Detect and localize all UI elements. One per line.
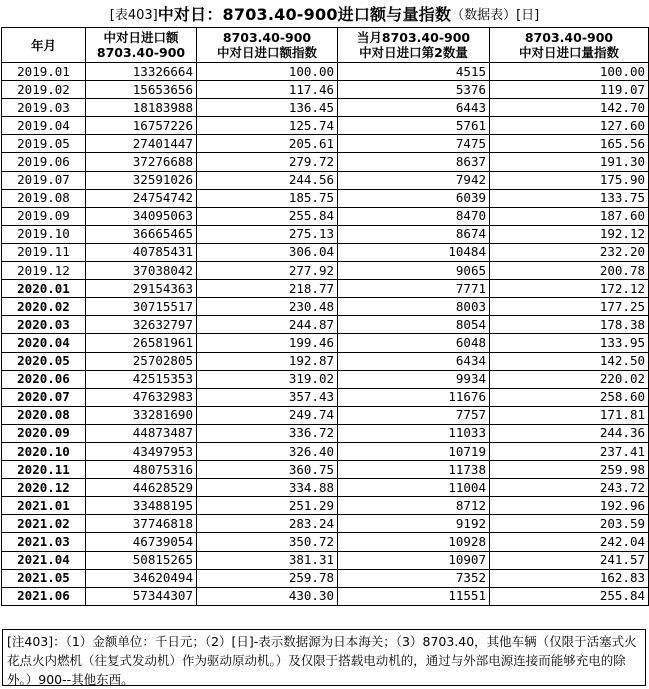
page-title: [0, 0, 649, 26]
cell-month: 2020.07: [2, 388, 86, 406]
table-row: [2, 442, 649, 460]
cell-import-amount: 42515353: [86, 370, 197, 388]
table-row: [2, 280, 649, 298]
cell-month: 2021.04: [2, 551, 86, 569]
table-row: [2, 515, 649, 533]
cell-month: 2021.05: [2, 569, 86, 587]
cell-quantity: 10719: [338, 442, 490, 460]
cell-quantity-index: 203.59: [490, 515, 649, 533]
cell-month: 2019.09: [2, 207, 86, 225]
cell-amount-index: 279.72: [197, 153, 338, 171]
cell-quantity: 8470: [338, 207, 490, 225]
title-subtitle: （数据表）: [451, 7, 517, 23]
cell-quantity-index: 237.41: [490, 442, 649, 460]
cell-import-amount: 15653656: [86, 81, 197, 99]
table-number: [表403]: [109, 7, 158, 23]
cell-quantity: 9065: [338, 262, 490, 280]
header-import-amount: 中对日进口额 8703.40-900: [86, 28, 197, 63]
cell-quantity: 11738: [338, 461, 490, 479]
table-row: [2, 81, 649, 99]
cell-quantity-index: 133.95: [490, 334, 649, 352]
table-row: [2, 225, 649, 243]
table-row: [2, 370, 649, 388]
cell-import-amount: 33488195: [86, 497, 197, 515]
table-row: [2, 207, 649, 225]
table-row: [2, 388, 649, 406]
cell-import-amount: 30715517: [86, 298, 197, 316]
cell-month: 2020.09: [2, 424, 86, 442]
cell-quantity: 10928: [338, 533, 490, 551]
header-amount-index: 8703.40-900 中对日进口额指数: [197, 28, 338, 63]
cell-amount-index: 336.72: [197, 424, 338, 442]
cell-amount-index: 136.45: [197, 99, 338, 117]
cell-quantity-index: 178.38: [490, 316, 649, 334]
cell-month: 2020.02: [2, 298, 86, 316]
cell-quantity: 9192: [338, 515, 490, 533]
cell-month: 2020.06: [2, 370, 86, 388]
cell-quantity-index: 241.57: [490, 551, 649, 569]
cell-quantity-index: 177.25: [490, 298, 649, 316]
cell-month: 2020.04: [2, 334, 86, 352]
cell-month: 2019.10: [2, 225, 86, 243]
cell-quantity-index: 192.96: [490, 497, 649, 515]
table-row: [2, 298, 649, 316]
cell-amount-index: 357.43: [197, 388, 338, 406]
cell-amount-index: 381.31: [197, 551, 338, 569]
cell-amount-index: 192.87: [197, 352, 338, 370]
cell-quantity-index: 127.60: [490, 117, 649, 135]
cell-amount-index: 326.40: [197, 442, 338, 460]
cell-import-amount: 16757226: [86, 117, 197, 135]
cell-amount-index: 100.00: [197, 63, 338, 81]
table-row: [2, 497, 649, 515]
cell-quantity-index: 258.60: [490, 388, 649, 406]
table-row: [2, 189, 649, 207]
cell-import-amount: 37746818: [86, 515, 197, 533]
header-quantity-index: 8703.40-900 中对日进口量指数: [490, 28, 649, 63]
cell-quantity: 11004: [338, 479, 490, 497]
table-row: [2, 551, 649, 569]
cell-amount-index: 185.75: [197, 189, 338, 207]
cell-quantity-index: 244.36: [490, 424, 649, 442]
cell-quantity: 11033: [338, 424, 490, 442]
cell-import-amount: 27401447: [86, 135, 197, 153]
cell-import-amount: 34095063: [86, 207, 197, 225]
cell-quantity: 7757: [338, 406, 490, 424]
cell-amount-index: 244.87: [197, 316, 338, 334]
cell-quantity: 4515: [338, 63, 490, 81]
cell-amount-index: 205.61: [197, 135, 338, 153]
cell-quantity-index: 191.30: [490, 153, 649, 171]
cell-amount-index: 334.88: [197, 479, 338, 497]
cell-amount-index: 249.74: [197, 406, 338, 424]
cell-import-amount: 50815265: [86, 551, 197, 569]
cell-month: 2019.03: [2, 99, 86, 117]
cell-quantity: 6434: [338, 352, 490, 370]
cell-month: 2020.08: [2, 406, 86, 424]
cell-amount-index: 230.48: [197, 298, 338, 316]
cell-import-amount: 33281690: [86, 406, 197, 424]
table-row: [2, 171, 649, 189]
cell-import-amount: 44628529: [86, 479, 197, 497]
cell-quantity: 9934: [338, 370, 490, 388]
cell-month: 2021.06: [2, 587, 86, 605]
cell-quantity: 8637: [338, 153, 490, 171]
cell-quantity-index: 165.56: [490, 135, 649, 153]
cell-amount-index: 255.84: [197, 207, 338, 225]
cell-amount-index: 350.72: [197, 533, 338, 551]
source-tag: [日]: [516, 7, 540, 23]
cell-month: 2021.01: [2, 497, 86, 515]
table-row: [2, 406, 649, 424]
cell-import-amount: 26581961: [86, 334, 197, 352]
cell-import-amount: 40785431: [86, 243, 197, 261]
cell-quantity: 5376: [338, 81, 490, 99]
cell-import-amount: 34620494: [86, 569, 197, 587]
cell-quantity: 11551: [338, 587, 490, 605]
cell-month: 2019.02: [2, 81, 86, 99]
cell-quantity: 10484: [338, 243, 490, 261]
cell-month: 2019.05: [2, 135, 86, 153]
table-row: [2, 316, 649, 334]
cell-quantity-index: 142.50: [490, 352, 649, 370]
cell-amount-index: 306.04: [197, 243, 338, 261]
cell-amount-index: 125.74: [197, 117, 338, 135]
cell-amount-index: 277.92: [197, 262, 338, 280]
table-row: [2, 117, 649, 135]
cell-quantity: 10907: [338, 551, 490, 569]
table-row: [2, 533, 649, 551]
cell-quantity: 8003: [338, 298, 490, 316]
cell-quantity-index: 192.12: [490, 225, 649, 243]
cell-quantity: 11676: [338, 388, 490, 406]
cell-amount-index: 430.30: [197, 587, 338, 605]
table-row: [2, 424, 649, 442]
cell-quantity-index: 171.81: [490, 406, 649, 424]
table-body: [2, 63, 649, 606]
cell-month: 2019.12: [2, 262, 86, 280]
cell-quantity-index: 242.04: [490, 533, 649, 551]
cell-import-amount: 13326664: [86, 63, 197, 81]
cell-import-amount: 32632797: [86, 316, 197, 334]
cell-quantity-index: 175.90: [490, 171, 649, 189]
data-table: [1, 27, 649, 606]
table-row: [2, 99, 649, 117]
cell-import-amount: 37038042: [86, 262, 197, 280]
cell-month: 2021.02: [2, 515, 86, 533]
cell-month: 2020.10: [2, 442, 86, 460]
cell-import-amount: 25702805: [86, 352, 197, 370]
cell-quantity-index: 133.75: [490, 189, 649, 207]
cell-month: 2019.06: [2, 153, 86, 171]
cell-quantity-index: 220.02: [490, 370, 649, 388]
table-row: [2, 63, 649, 81]
header-month: 年月: [2, 28, 86, 63]
cell-amount-index: 259.78: [197, 569, 338, 587]
cell-import-amount: 44873487: [86, 424, 197, 442]
table-header-row: [2, 28, 649, 63]
cell-amount-index: 117.46: [197, 81, 338, 99]
cell-month: 2019.08: [2, 189, 86, 207]
cell-quantity: 5761: [338, 117, 490, 135]
cell-month: 2020.03: [2, 316, 86, 334]
cell-amount-index: 244.56: [197, 171, 338, 189]
cell-quantity-index: 259.98: [490, 461, 649, 479]
cell-amount-index: 283.24: [197, 515, 338, 533]
cell-quantity-index: 232.20: [490, 243, 649, 261]
cell-import-amount: 57344307: [86, 587, 197, 605]
cell-import-amount: 36665465: [86, 225, 197, 243]
cell-month: 2019.01: [2, 63, 86, 81]
cell-amount-index: 218.77: [197, 280, 338, 298]
cell-quantity-index: 172.12: [490, 280, 649, 298]
cell-quantity: 6048: [338, 334, 490, 352]
cell-month: 2019.04: [2, 117, 86, 135]
cell-quantity-index: 100.00: [490, 63, 649, 81]
table-row: [2, 262, 649, 280]
cell-import-amount: 46739054: [86, 533, 197, 551]
cell-amount-index: 319.02: [197, 370, 338, 388]
cell-quantity-index: 119.07: [490, 81, 649, 99]
cell-quantity-index: 200.78: [490, 262, 649, 280]
table-row: [2, 461, 649, 479]
table-row: [2, 153, 649, 171]
cell-quantity-index: 162.83: [490, 569, 649, 587]
cell-import-amount: 37276688: [86, 153, 197, 171]
table-row: [2, 587, 649, 605]
table-row: [2, 243, 649, 261]
table-row: [2, 352, 649, 370]
cell-quantity-index: 255.84: [490, 587, 649, 605]
cell-quantity-index: 142.70: [490, 99, 649, 117]
title-main: 中对日：8703.40-900进口额与量指数: [157, 4, 452, 24]
cell-import-amount: 24754742: [86, 189, 197, 207]
cell-quantity: 6039: [338, 189, 490, 207]
cell-amount-index: 275.13: [197, 225, 338, 243]
cell-quantity-index: 187.60: [490, 207, 649, 225]
table-row: [2, 135, 649, 153]
cell-quantity: 8054: [338, 316, 490, 334]
cell-month: 2020.05: [2, 352, 86, 370]
cell-month: 2020.01: [2, 280, 86, 298]
cell-amount-index: 199.46: [197, 334, 338, 352]
header-quantity: 当月8703.40-900 中对日进口第2数量: [338, 28, 490, 63]
cell-import-amount: 47632983: [86, 388, 197, 406]
table-row: [2, 569, 649, 587]
cell-import-amount: 32591026: [86, 171, 197, 189]
cell-import-amount: 48075316: [86, 461, 197, 479]
cell-import-amount: 29154363: [86, 280, 197, 298]
cell-month: 2020.12: [2, 479, 86, 497]
cell-import-amount: 43497953: [86, 442, 197, 460]
cell-month: 2019.07: [2, 171, 86, 189]
cell-quantity: 7475: [338, 135, 490, 153]
cell-quantity: 7942: [338, 171, 490, 189]
cell-amount-index: 360.75: [197, 461, 338, 479]
cell-quantity: 8674: [338, 225, 490, 243]
cell-quantity: 7352: [338, 569, 490, 587]
cell-month: 2020.11: [2, 461, 86, 479]
cell-month: 2019.11: [2, 243, 86, 261]
footnote: [注403]：（1）金额单位：千日元；（2）[日]-表示数据源为日本海关；（3）8703.40，其他车辆（仅限于活塞式火花点火内燃机（往复式发动机）作为驱动原动机。）及仅限于搭载电动机的，通过与外部电源连接而能够充电的除外。）900--其他东西。: [2, 629, 646, 686]
cell-quantity-index: 243.72: [490, 479, 649, 497]
cell-quantity: 6443: [338, 99, 490, 117]
cell-quantity: 8712: [338, 497, 490, 515]
cell-quantity: 7771: [338, 280, 490, 298]
cell-month: 2021.03: [2, 533, 86, 551]
cell-import-amount: 18183988: [86, 99, 197, 117]
table-row: [2, 479, 649, 497]
cell-amount-index: 251.29: [197, 497, 338, 515]
table-row: [2, 334, 649, 352]
